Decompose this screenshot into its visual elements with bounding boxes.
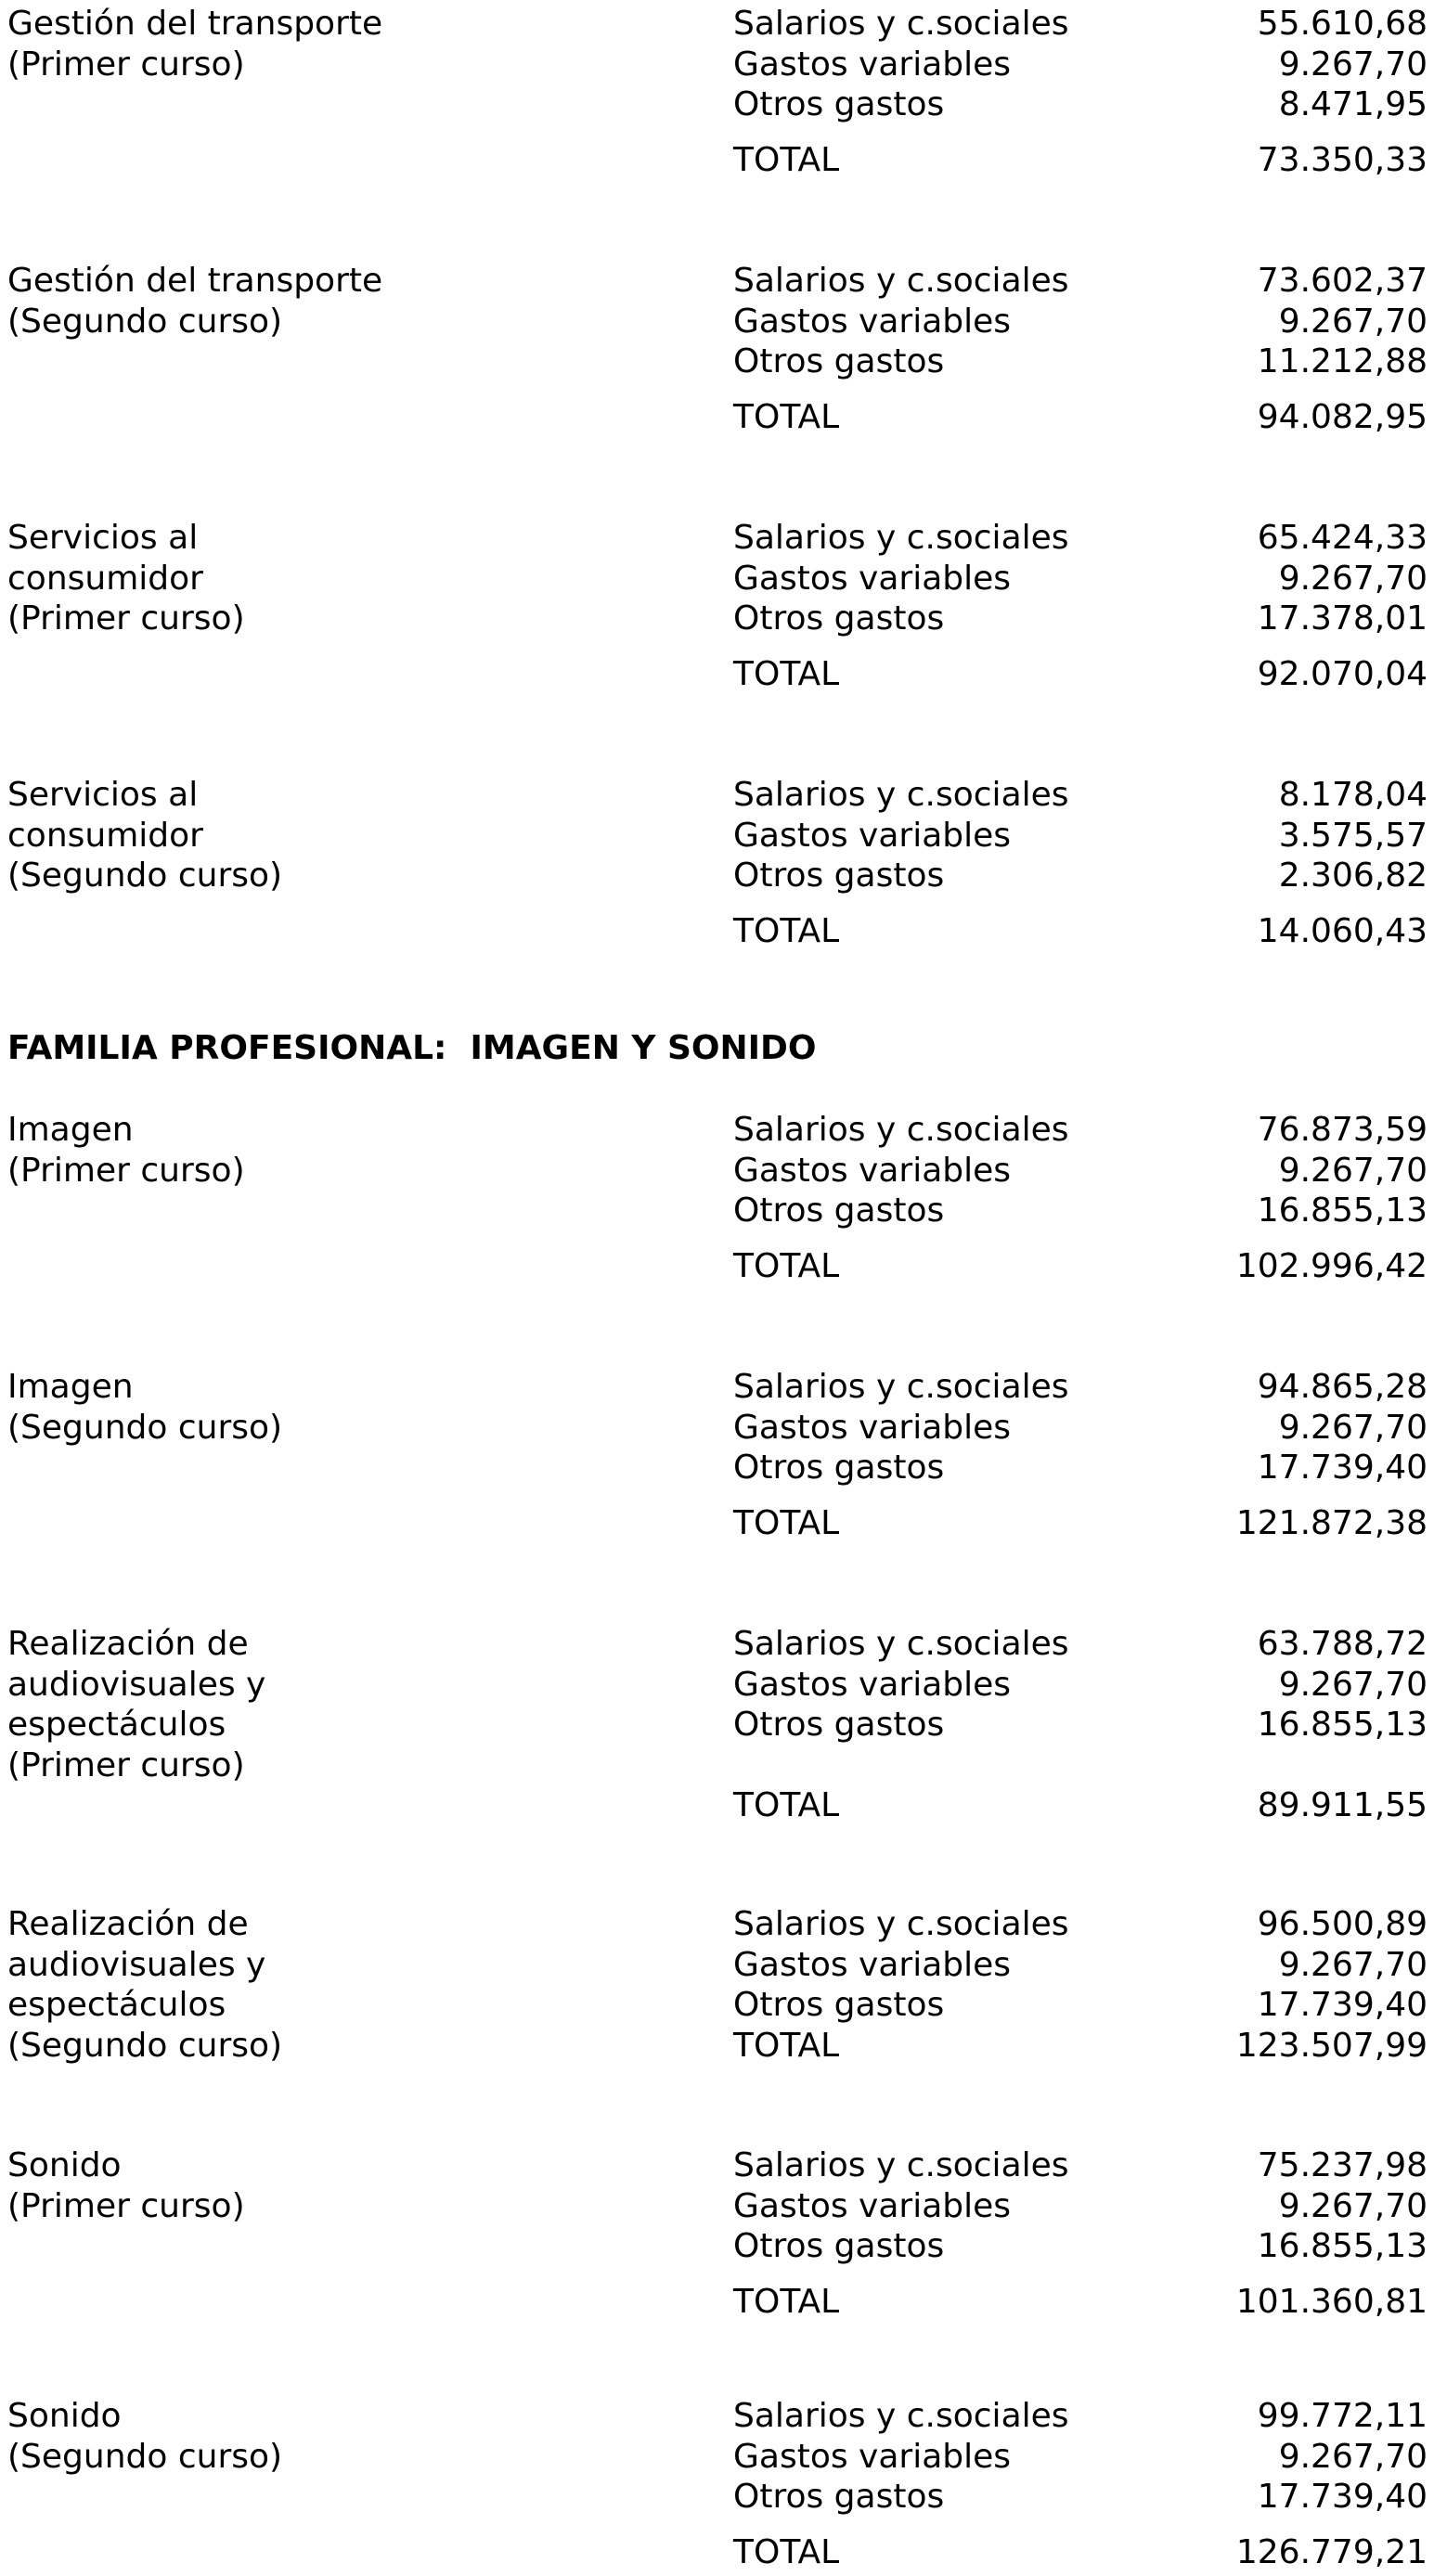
- salaries-row: [733, 2396, 1428, 2437]
- course-name-line: Sonido: [7, 2397, 122, 2435]
- variable-costs-label: Gastos variables: [733, 302, 1012, 341]
- total-value: 123.507,99: [1235, 2026, 1428, 2065]
- salaries-value: 94.865,28: [1257, 1368, 1428, 1406]
- course-name: [7, 261, 713, 341]
- other-costs-row: [733, 2226, 1428, 2267]
- variable-costs-value: 9.267,70: [1278, 45, 1428, 84]
- section-heading: FAMILIA PROFESIONAL: IMAGEN Y SONIDO: [7, 1029, 817, 1067]
- variable-costs-label: Gastos variables: [733, 559, 1012, 598]
- course-name-line: (Segundo curso): [7, 1408, 283, 1447]
- course-name-line: espectáculos: [7, 1706, 226, 1744]
- course-name-line: (Primer curso): [7, 1745, 245, 1784]
- salaries-label: Salarios y c.sociales: [733, 5, 1069, 43]
- other-costs-label: Otros gastos: [733, 342, 945, 380]
- variable-costs-row: [733, 559, 1428, 599]
- cost-items: [733, 2396, 1428, 2572]
- salaries-value: 75.237,98: [1257, 2146, 1428, 2184]
- other-costs-row: [733, 341, 1428, 382]
- salaries-value: 65.424,33: [1257, 519, 1428, 557]
- cost-items: [733, 261, 1428, 437]
- total-row: [733, 397, 1428, 438]
- cost-items: [733, 4, 1428, 180]
- salaries-value: 76.873,59: [1257, 1111, 1428, 1149]
- salaries-label: Salarios y c.sociales: [733, 1905, 1069, 1943]
- cost-items: [733, 1624, 1428, 1825]
- cost-items: [733, 1904, 1428, 2066]
- total-label: TOTAL: [733, 2532, 840, 2571]
- total-label: TOTAL: [733, 397, 840, 436]
- salaries-row: [733, 775, 1428, 816]
- salaries-row: [733, 4, 1428, 45]
- total-value: 92.070,04: [1257, 654, 1428, 693]
- course-name-line: audiovisuales y: [7, 1945, 266, 1984]
- course-name-line: Realización de: [7, 1625, 249, 1663]
- variable-costs-value: 9.267,70: [1278, 302, 1428, 341]
- course-name-line: Sonido: [7, 2146, 122, 2184]
- other-costs-value: 16.855,13: [1257, 2227, 1428, 2265]
- total-row: [733, 2282, 1428, 2323]
- course-name-line: Realización de: [7, 1905, 249, 1943]
- total-row: [733, 1503, 1428, 1544]
- course-name: [7, 1624, 713, 1785]
- total-row: [733, 1246, 1428, 1287]
- course-name: [7, 4, 713, 84]
- other-costs-row: [733, 2477, 1428, 2518]
- course-name: [7, 2145, 713, 2226]
- course-name-line: (Segundo curso): [7, 302, 283, 341]
- total-label: TOTAL: [733, 1246, 840, 1285]
- cost-items: [733, 775, 1428, 951]
- variable-costs-value: 9.267,70: [1278, 2437, 1428, 2476]
- total-value: 94.082,95: [1257, 397, 1428, 436]
- total-row: [733, 911, 1428, 952]
- salaries-label: Salarios y c.sociales: [733, 2397, 1069, 2435]
- variable-costs-label: Gastos variables: [733, 2437, 1012, 2476]
- total-row: [733, 2026, 1428, 2067]
- variable-costs-label: Gastos variables: [733, 1945, 1012, 1984]
- variable-costs-value: 9.267,70: [1278, 559, 1428, 598]
- total-row: [733, 2532, 1428, 2573]
- course-name-line: (Primer curso): [7, 1151, 245, 1190]
- course-name: [7, 1904, 713, 2066]
- cost-items: [733, 1110, 1428, 1286]
- variable-costs-value: 9.267,70: [1278, 1665, 1428, 1704]
- course-name-line: Gestión del transporte: [7, 5, 383, 43]
- course-name: [7, 775, 713, 896]
- salaries-row: [733, 1904, 1428, 1945]
- variable-costs-value: 9.267,70: [1278, 1151, 1428, 1190]
- total-row: [733, 1785, 1428, 1826]
- other-costs-value: 17.739,40: [1257, 1449, 1428, 1487]
- total-label: TOTAL: [733, 2282, 840, 2321]
- course-name-line: Imagen: [7, 1368, 134, 1406]
- other-costs-value: 17.378,01: [1257, 599, 1428, 638]
- total-label: TOTAL: [733, 2026, 840, 2065]
- total-label: TOTAL: [733, 911, 840, 950]
- course-name-line: (Segundo curso): [7, 2437, 283, 2476]
- total-label: TOTAL: [733, 1785, 840, 1824]
- salaries-label: Salarios y c.sociales: [733, 2146, 1069, 2184]
- course-name-line: (Primer curso): [7, 599, 245, 638]
- other-costs-label: Otros gastos: [733, 1449, 945, 1487]
- salaries-label: Salarios y c.sociales: [733, 1111, 1069, 1149]
- other-costs-row: [733, 599, 1428, 639]
- other-costs-value: 8.471,95: [1278, 85, 1428, 123]
- variable-costs-row: [733, 1151, 1428, 1191]
- salaries-value: 99.772,11: [1257, 2397, 1428, 2435]
- course-name-line: (Segundo curso): [7, 857, 283, 895]
- total-value: 89.911,55: [1257, 1785, 1428, 1824]
- salaries-value: 63.788,72: [1257, 1625, 1428, 1663]
- other-costs-value: 2.306,82: [1278, 857, 1428, 895]
- course-name-line: (Primer curso): [7, 45, 245, 84]
- other-costs-row: [733, 1448, 1428, 1488]
- cost-items: [733, 518, 1428, 694]
- total-row: [733, 654, 1428, 695]
- other-costs-label: Otros gastos: [733, 857, 945, 895]
- other-costs-row: [733, 856, 1428, 896]
- salaries-value: 96.500,89: [1257, 1905, 1428, 1943]
- total-value: 101.360,81: [1235, 2282, 1428, 2321]
- salaries-label: Salarios y c.sociales: [733, 519, 1069, 557]
- total-value: 14.060,43: [1257, 911, 1428, 950]
- other-costs-label: Otros gastos: [733, 1706, 945, 1744]
- cost-items: [733, 1367, 1428, 1543]
- salaries-row: [733, 2145, 1428, 2186]
- course-name: [7, 1110, 713, 1191]
- total-row: [733, 140, 1428, 181]
- other-costs-row: [733, 1191, 1428, 1231]
- variable-costs-row: [733, 2186, 1428, 2227]
- other-costs-row: [733, 84, 1428, 125]
- course-name-line: Imagen: [7, 1111, 134, 1149]
- cost-items: [733, 2145, 1428, 2322]
- variable-costs-row: [733, 45, 1428, 85]
- variable-costs-label: Gastos variables: [733, 1408, 1012, 1447]
- total-value: 73.350,33: [1257, 140, 1428, 179]
- other-costs-label: Otros gastos: [733, 2478, 945, 2516]
- salaries-row: [733, 261, 1428, 302]
- salaries-label: Salarios y c.sociales: [733, 1625, 1069, 1663]
- variable-costs-row: [733, 1665, 1428, 1706]
- other-costs-label: Otros gastos: [733, 2227, 945, 2265]
- salaries-row: [733, 1110, 1428, 1151]
- variable-costs-value: 9.267,70: [1278, 1408, 1428, 1447]
- variable-costs-label: Gastos variables: [733, 45, 1012, 84]
- total-value: 102.996,42: [1235, 1246, 1428, 1285]
- salaries-label: Salarios y c.sociales: [733, 776, 1069, 814]
- total-value: 121.872,38: [1235, 1503, 1428, 1542]
- course-name-line: Gestión del transporte: [7, 262, 383, 300]
- course-name-line: audiovisuales y: [7, 1665, 266, 1704]
- variable-costs-row: [733, 1408, 1428, 1449]
- salaries-label: Salarios y c.sociales: [733, 1368, 1069, 1406]
- course-name-line: (Segundo curso): [7, 2026, 283, 2065]
- other-costs-row: [733, 1705, 1428, 1745]
- course-name: [7, 2396, 713, 2477]
- salaries-value: 8.178,04: [1278, 776, 1428, 814]
- total-label: TOTAL: [733, 140, 840, 179]
- salaries-row: [733, 518, 1428, 559]
- other-costs-value: 17.739,40: [1257, 2478, 1428, 2516]
- variable-costs-value: 3.575,57: [1278, 816, 1428, 855]
- other-costs-row: [733, 1985, 1428, 2026]
- salaries-row: [733, 1367, 1428, 1408]
- other-costs-label: Otros gastos: [733, 599, 945, 638]
- other-costs-value: 11.212,88: [1257, 342, 1428, 380]
- salaries-value: 73.602,37: [1257, 262, 1428, 300]
- variable-costs-row: [733, 1945, 1428, 1986]
- variable-costs-value: 9.267,70: [1278, 2186, 1428, 2225]
- salaries-label: Salarios y c.sociales: [733, 262, 1069, 300]
- total-label: TOTAL: [733, 1503, 840, 1542]
- variable-costs-row: [733, 2437, 1428, 2478]
- other-costs-value: 16.855,13: [1257, 1191, 1428, 1230]
- course-name: [7, 518, 713, 639]
- course-name-line: consumidor: [7, 559, 203, 598]
- other-costs-value: 17.739,40: [1257, 1986, 1428, 2024]
- other-costs-label: Otros gastos: [733, 1986, 945, 2024]
- variable-costs-label: Gastos variables: [733, 2186, 1012, 2225]
- course-name-line: Servicios al: [7, 519, 199, 557]
- variable-costs-label: Gastos variables: [733, 1151, 1012, 1190]
- course-name-line: consumidor: [7, 816, 203, 855]
- variable-costs-label: Gastos variables: [733, 1665, 1012, 1704]
- variable-costs-row: [733, 302, 1428, 342]
- course-name-line: espectáculos: [7, 1986, 226, 2024]
- other-costs-label: Otros gastos: [733, 1191, 945, 1230]
- total-label: TOTAL: [733, 654, 840, 693]
- other-costs-label: Otros gastos: [733, 85, 945, 123]
- salaries-row: [733, 1624, 1428, 1665]
- variable-costs-row: [733, 816, 1428, 857]
- other-costs-value: 16.855,13: [1257, 1706, 1428, 1744]
- course-name-line: (Primer curso): [7, 2186, 245, 2225]
- course-name: [7, 1367, 713, 1448]
- variable-costs-value: 9.267,70: [1278, 1945, 1428, 1984]
- total-value: 126.779,21: [1235, 2532, 1428, 2571]
- variable-costs-label: Gastos variables: [733, 816, 1012, 855]
- salaries-value: 55.610,68: [1257, 5, 1428, 43]
- course-name-line: Servicios al: [7, 776, 199, 814]
